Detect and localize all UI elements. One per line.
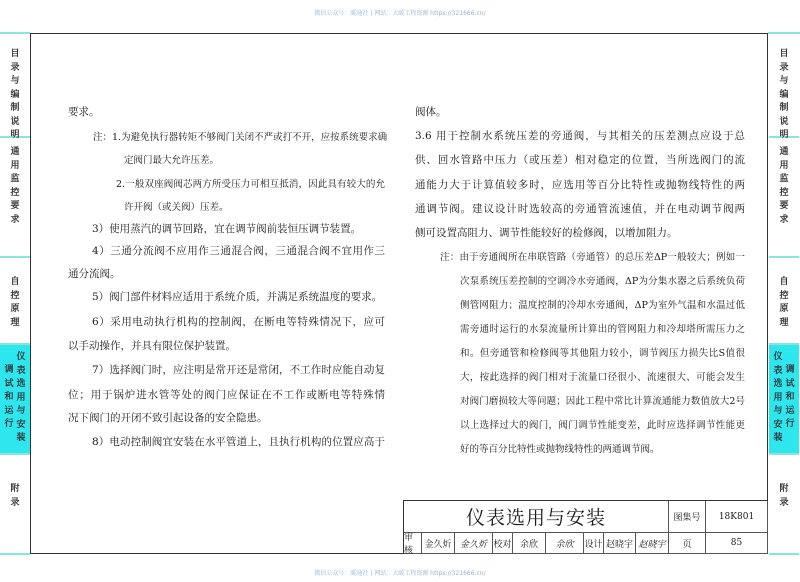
text-line: 侧可设置高阻力、调节性能较好的检修阀，以增加阻力。	[415, 227, 678, 239]
section-tab[interactable]	[769, 40, 799, 138]
note-line: 以上选择过大的阀门，阀门调节性能变差，此时应选择调节性能更	[460, 420, 745, 431]
page-number: 85	[706, 533, 768, 554]
text-line: 阀体。	[415, 106, 447, 118]
section-tab[interactable]	[0, 258, 30, 345]
section-tab[interactable]	[769, 455, 799, 555]
section-tab[interactable]	[769, 258, 799, 345]
reviewer-name: 金久炘	[422, 533, 455, 554]
section-tab-label: 仪表选用与安装	[16, 352, 26, 443]
note-line: 大，按此选择的阀门相对于流量口径很小、流速很大、可能会发生	[460, 372, 745, 383]
watermark-bottom: 微信公众号：暖通社 | 网站：大暖工程资源 https://321666.cn/	[314, 570, 486, 577]
section-tab-label: 通用监控要求	[10, 147, 20, 225]
divider	[768, 32, 800, 34]
note-line: 2.一般双座阀阀芯两方所受压力可相互抵消，因此具有较大的允	[116, 179, 385, 190]
text-line: 6）采用电动执行机构的控制阀，在断电等特殊情况下，应可	[92, 316, 385, 328]
section-tab-label: 调试和运行	[4, 365, 14, 429]
text-line: 8）电动控制阀宜安装在水平管道上，且执行机构的位置应高于	[92, 436, 385, 448]
section-tab[interactable]	[769, 138, 799, 258]
designer-signature: 赵晓宇	[636, 533, 669, 554]
watermark-top: 微信公众号：暖通社 | 网站：大暖工程资源 https://321666.cn/	[314, 10, 486, 17]
section-tab-label: 目录与编制说明	[10, 49, 20, 140]
text-line: 况下阀门的开闭不致引起设备的安全隐患。	[68, 412, 268, 424]
text-line: 以手动操作，并具有限位保护装置。	[68, 340, 236, 352]
right-section-tabs	[769, 40, 799, 555]
design-label: 设计	[584, 533, 604, 554]
note-line: 好的等百分比特性或抛物线特性的两通调节阀。	[460, 444, 660, 455]
section-tab[interactable]	[0, 345, 30, 455]
section-tab-label: 自控原理	[10, 277, 20, 328]
checker-signature: 余欣	[546, 533, 584, 554]
section-tab[interactable]	[0, 138, 30, 258]
section-tab[interactable]	[769, 345, 799, 455]
review-label: 审核	[404, 533, 422, 554]
text-line: 通调节阀。建议设计时选较高的旁通管流速值，并在电动调节阀两	[415, 203, 745, 215]
text-line: 通分流阀。	[68, 268, 121, 280]
section-tab-label: 目录与编制说明	[779, 49, 789, 140]
section-tab[interactable]	[0, 455, 30, 555]
section-tab-label: 通用监控要求	[779, 147, 789, 225]
checker-name: 余欣	[513, 533, 546, 554]
reviewer-signature: 金久炘	[455, 533, 493, 554]
note-line: 次泵系统压差控制的空调冷水旁通阀，ΔP为分集水器之后系统负荷	[460, 276, 745, 287]
section-tab[interactable]	[0, 40, 30, 138]
note-line: 定阀门最大允许压差。	[124, 155, 220, 166]
text-line: 供、回水管路中压力（或压差）相对稳定的位置，当所选阀门的流	[415, 154, 745, 166]
text-line: 7）选择阀门时，应注明是常开还是常闭，不工作时应能自动复	[92, 364, 385, 376]
note-line: 需旁通时运行的水泵流量所计算出的管网阻力和冷却塔所需压力之	[460, 324, 745, 335]
section-tab-label: 仪表选用与安装	[773, 352, 783, 443]
text-line: 4）三通分流阀不应用作三通混合阀，三通混合阀不宜用作三	[92, 245, 385, 257]
section-tab-label: 附录	[779, 484, 789, 508]
note-line: 注：由于旁通阀所在串联管路（旁通管）的总压差ΔP一般较大；例如一	[440, 252, 745, 263]
note-line: 许开阀（或关阀）压差。	[124, 202, 229, 213]
divider	[0, 32, 30, 34]
text-line: 通能力大于计算值较多时，应选用等百分比特性或抛物线特性的两	[415, 179, 745, 191]
note-line: 注：1.为避免执行器转矩不够阀门关闭不严或打不开，应按系统要求确	[93, 132, 388, 143]
check-label: 校对	[493, 533, 513, 554]
note-line: 和。但旁通管和检修阀等其他阻力较小，调节阀压力损失比S值很	[460, 348, 745, 359]
page-label: 页	[669, 533, 706, 554]
atlas-number: 18K801	[706, 501, 768, 533]
text-line: 5）阀门部件材料应适用于系统介质，并满足系统温度的要求。	[92, 291, 383, 303]
section-tab-label: 自控原理	[779, 277, 789, 328]
note-line: 侧管网阻力；温度控制的冷却水旁通阀，ΔP为室外气温和水温过低	[460, 300, 745, 311]
text-line: 要求。	[68, 106, 100, 118]
atlas-number-label: 图集号	[669, 501, 706, 533]
title-block	[403, 500, 768, 554]
text-line: 位；用于锅炉进水管等处的阀门应保证在不工作或断电等特殊情	[68, 389, 385, 401]
section-tab-label: 附录	[10, 484, 20, 508]
text-line: 3）使用蒸汽的调节回路，宜在调节阀前装恒压调节装置。	[92, 223, 362, 235]
text-line: 3.6 用于控制水系统压差的旁通阀，与其相关的压差测点应设于总	[415, 130, 745, 142]
note-line: 对阀门磨损较大等问题；因此工程中常比计算流通能力数值放大2号	[460, 396, 745, 407]
section-tab-label: 调试和运行	[785, 365, 795, 429]
drawing-title: 仪表选用与安装	[404, 501, 669, 533]
designer-name: 赵晓宇	[604, 533, 636, 554]
left-section-tabs	[0, 40, 30, 555]
